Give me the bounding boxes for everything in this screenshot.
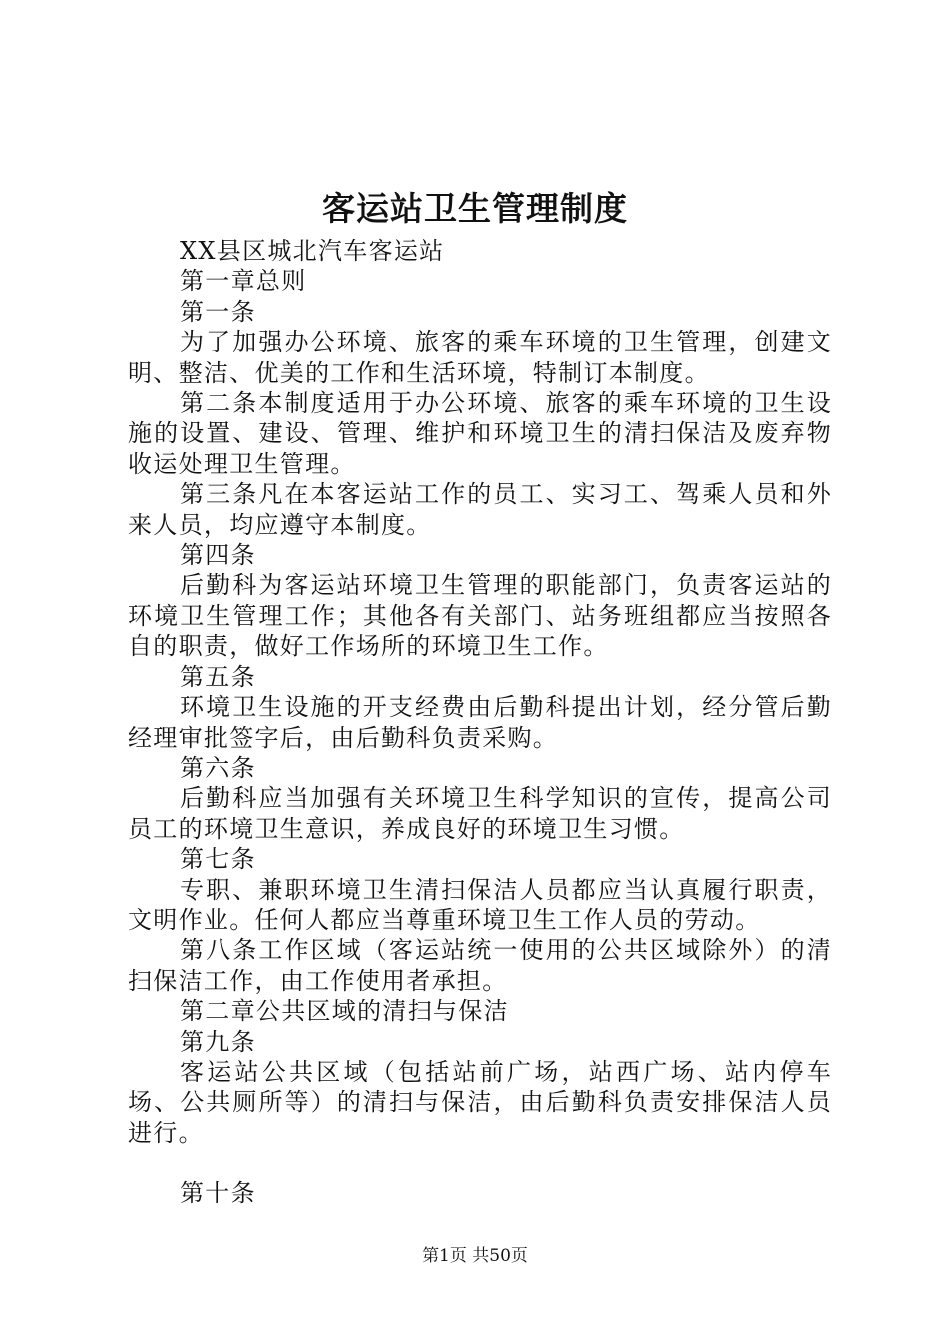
paragraph-article-7-heading: 第七条 [180, 845, 256, 874]
paragraph-article-6-heading: 第六条 [180, 753, 256, 782]
paragraph-article-9-text: 客运站公共区域（包括站前广场，站西广场、站内停车场、公共厕所等）的清扫与保洁，由后勤科负责安排保洁人员进行。 [128, 1057, 832, 1147]
document-title: 客运站卫生管理制度 [322, 189, 628, 228]
page-number-footer: 第1页 共50页 [422, 1246, 528, 1266]
paragraph-station-name: XX县区城北汽车客运站 [180, 237, 445, 265]
paragraph-article-6-text: 后勤科应当加强有关环境卫生科学知识的宣传，提高公司员工的环境卫生意识，养成良好的环境卫生习惯。 [128, 784, 832, 843]
paragraph-article-10-heading: 第十条 [180, 1179, 256, 1208]
paragraph-article-2: 第二条本制度适用于办公环境、旅客的乘车环境的卫生设施的设置、建设、管理、维护和环境卫生的清扫保洁及废弃物收运处理卫生管理。 [128, 389, 832, 478]
paragraph-article-1-text: 为了加强办公环境、旅客的乘车环境的卫生管理，创建文明、整洁、优美的工作和生活环境，特制订本制度。 [128, 328, 832, 387]
paragraph-article-3: 第三条凡在本客运站工作的员工、实习工、驾乘人员和外来人员，均应遵守本制度。 [128, 480, 832, 539]
paragraph-article-4-heading: 第四条 [180, 541, 256, 570]
paragraph-article-7-text: 专职、兼职环境卫生清扫保洁人员都应当认真履行职责，文明作业。任何人都应当尊重环境卫生工作人员的劳动。 [128, 875, 832, 934]
paragraph-article-1-heading: 第一条 [180, 297, 256, 326]
document-body [128, 236, 832, 1209]
paragraph-chapter-2-heading: 第二章公共区域的清扫与保洁 [180, 997, 509, 1026]
paragraph-chapter-1-heading: 第一章总则 [180, 267, 307, 296]
paragraph-article-4-text: 后勤科为客运站环境卫生管理的职能部门，负责客运站的环境卫生管理工作；其他各有关部门、站务班组都应当按照各自的职责，做好工作场所的环境卫生工作。 [128, 571, 832, 661]
paragraph-article-9-heading: 第九条 [180, 1027, 256, 1056]
paragraph-article-8: 第八条工作区域（客运站统一使用的公共区域除外）的清扫保洁工作，由工作使用者承担。 [128, 936, 832, 995]
paragraph-article-5-heading: 第五条 [180, 662, 256, 691]
paragraph-article-5-text: 环境卫生设施的开支经费由后勤科提出计划，经分管后勤经理审批签字后，由后勤科负责采购。 [128, 693, 832, 752]
